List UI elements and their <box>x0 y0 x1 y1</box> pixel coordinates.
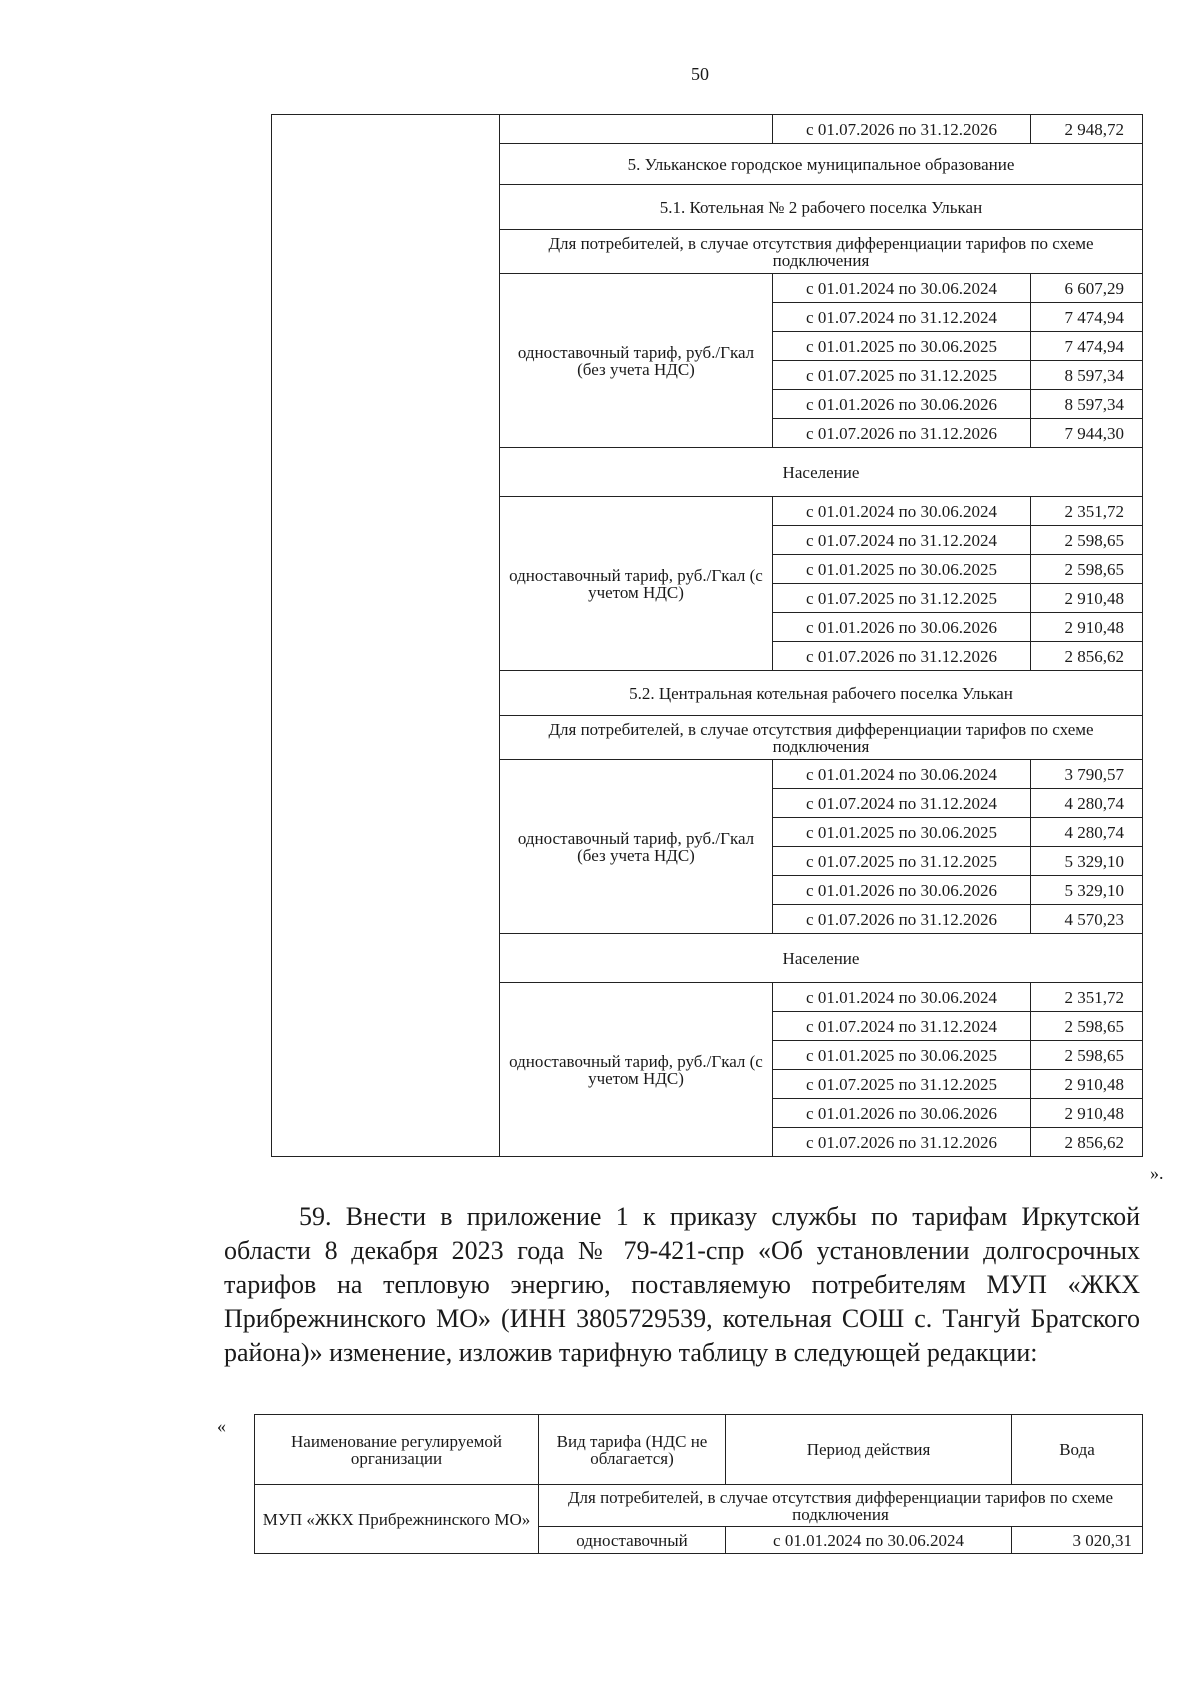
population-heading: Население <box>500 448 1143 497</box>
period-cell: с 01.07.2025 по 31.12.2025 <box>773 847 1031 876</box>
period-cell: с 01.01.2024 по 30.06.2024 <box>773 983 1031 1012</box>
period-cell: с 01.01.2025 по 30.06.2025 <box>773 555 1031 584</box>
value-cell: 2 948,72 <box>1031 115 1143 144</box>
tariff-empty <box>500 115 773 144</box>
period-cell: с 01.07.2026 по 31.12.2026 <box>773 419 1031 448</box>
value-cell: 3 790,57 <box>1031 760 1143 789</box>
value-cell: 8 597,34 <box>1031 390 1143 419</box>
tariff-label: одноставочный тариф, руб./Гкал (без учета НДС) <box>500 274 773 448</box>
value-cell: 2 351,72 <box>1031 497 1143 526</box>
period-cell: с 01.07.2026 по 31.12.2026 <box>773 905 1031 934</box>
value-cell: 5 329,10 <box>1031 847 1143 876</box>
tariff-label: одноставочный тариф, руб./Гкал (без учета НДС) <box>500 760 773 934</box>
value-cell: 6 607,29 <box>1031 274 1143 303</box>
consumers-note: Для потребителей, в случае отсутствия дифференциации тарифов по схеме подключения <box>500 230 1143 274</box>
period-cell: с 01.07.2025 по 31.12.2025 <box>773 361 1031 390</box>
subsection-heading: 5.2. Центральная котельная рабочего поселка Улькан <box>500 671 1143 716</box>
value-cell: 2 910,48 <box>1031 584 1143 613</box>
tariff-table-ulkan <box>271 114 1143 1157</box>
organization-name: МУП «ЖКХ Прибрежнинского МО» <box>255 1485 539 1554</box>
value-cell: 4 570,23 <box>1031 905 1143 934</box>
period-cell: с 01.01.2024 по 30.06.2024 <box>726 1527 1012 1554</box>
value-cell: 2 598,65 <box>1031 555 1143 584</box>
header-period: Период действия <box>726 1415 1012 1485</box>
value-cell: 2 351,72 <box>1031 983 1143 1012</box>
value-cell: 2 910,48 <box>1031 613 1143 642</box>
period-cell: с 01.07.2024 по 31.12.2024 <box>773 526 1031 555</box>
value-cell: 2 856,62 <box>1031 1128 1143 1157</box>
period-cell: с 01.07.2024 по 31.12.2024 <box>773 789 1031 818</box>
tariff-label: одноставочный тариф, руб./Гкал (с учетом НДС) <box>500 983 773 1157</box>
header-tariff-type: Вид тарифа (НДС не облагается) <box>539 1415 726 1485</box>
value-cell: 2 856,62 <box>1031 642 1143 671</box>
closing-quote: ». <box>1150 1163 1164 1183</box>
value-cell: 2 598,65 <box>1031 1012 1143 1041</box>
value-cell: 2 910,48 <box>1031 1070 1143 1099</box>
value-cell: 4 280,74 <box>1031 818 1143 847</box>
value-cell: 2 910,48 <box>1031 1099 1143 1128</box>
period-cell: с 01.01.2025 по 30.06.2025 <box>773 332 1031 361</box>
header-organization: Наименование регулируемой организации <box>255 1415 539 1485</box>
tariff-table-tangui <box>254 1414 1143 1554</box>
header-water: Вода <box>1012 1415 1143 1485</box>
period-cell: с 01.07.2026 по 31.12.2026 <box>773 642 1031 671</box>
period-cell: с 01.01.2024 по 30.06.2024 <box>773 760 1031 789</box>
value-cell: 7 474,94 <box>1031 332 1143 361</box>
period-cell: с 01.07.2025 по 31.12.2025 <box>773 584 1031 613</box>
org-column-empty <box>272 115 500 1157</box>
value-cell: 5 329,10 <box>1031 876 1143 905</box>
period-cell: с 01.07.2025 по 31.12.2025 <box>773 1070 1031 1099</box>
period-cell: с 01.01.2026 по 30.06.2026 <box>773 876 1031 905</box>
consumers-note: Для потребителей, в случае отсутствия дифференциации тарифов по схеме подключения <box>500 716 1143 760</box>
period-cell: с 01.01.2026 по 30.06.2026 <box>773 1099 1031 1128</box>
period-cell: с 01.01.2024 по 30.06.2024 <box>773 274 1031 303</box>
period-cell: с 01.01.2025 по 30.06.2025 <box>773 1041 1031 1070</box>
subsection-heading: 5.1. Котельная № 2 рабочего поселка Улькан <box>500 185 1143 230</box>
period-cell: с 01.01.2026 по 30.06.2026 <box>773 390 1031 419</box>
value-cell: 3 020,31 <box>1012 1527 1143 1554</box>
opening-quote: « <box>217 1416 226 1436</box>
table-row <box>272 115 1143 144</box>
period-cell: с 01.07.2026 по 31.12.2026 <box>773 115 1031 144</box>
consumers-note: Для потребителей, в случае отсутствия дифференциации тарифов по схеме подключения <box>539 1485 1143 1527</box>
section-heading: 5. Ульканское городское муниципальное образование <box>500 144 1143 185</box>
value-cell: 7 944,30 <box>1031 419 1143 448</box>
tariff-type-cell: одноставочный <box>539 1527 726 1554</box>
value-cell: 4 280,74 <box>1031 789 1143 818</box>
population-heading: Население <box>500 934 1143 983</box>
value-cell: 2 598,65 <box>1031 526 1143 555</box>
page-number: 50 <box>691 64 709 84</box>
period-cell: с 01.07.2024 по 31.12.2024 <box>773 1012 1031 1041</box>
period-cell: с 01.01.2024 по 30.06.2024 <box>773 497 1031 526</box>
value-cell: 2 598,65 <box>1031 1041 1143 1070</box>
period-cell: с 01.01.2025 по 30.06.2025 <box>773 818 1031 847</box>
value-cell: 8 597,34 <box>1031 361 1143 390</box>
tariff-label: одноставочный тариф, руб./Гкал (с учетом НДС) <box>500 497 773 671</box>
period-cell: с 01.07.2026 по 31.12.2026 <box>773 1128 1031 1157</box>
paragraph-59: 59. Внести в приложение 1 к приказу службы по тарифам Иркутской области 8 декабря 2023 года № 79-421-спр «Об установлении долгосрочных тарифов на тепловую энергию, поставляемую потребителям МУП «ЖКХ Прибрежнинского МО» (ИНН 3805729539, котельная СОШ с. Тангуй Братского района)» изменение, изложив тарифную таблицу в следующей редакции: <box>224 1202 1140 1367</box>
value-cell: 7 474,94 <box>1031 303 1143 332</box>
period-cell: с 01.01.2026 по 30.06.2026 <box>773 613 1031 642</box>
period-cell: с 01.07.2024 по 31.12.2024 <box>773 303 1031 332</box>
